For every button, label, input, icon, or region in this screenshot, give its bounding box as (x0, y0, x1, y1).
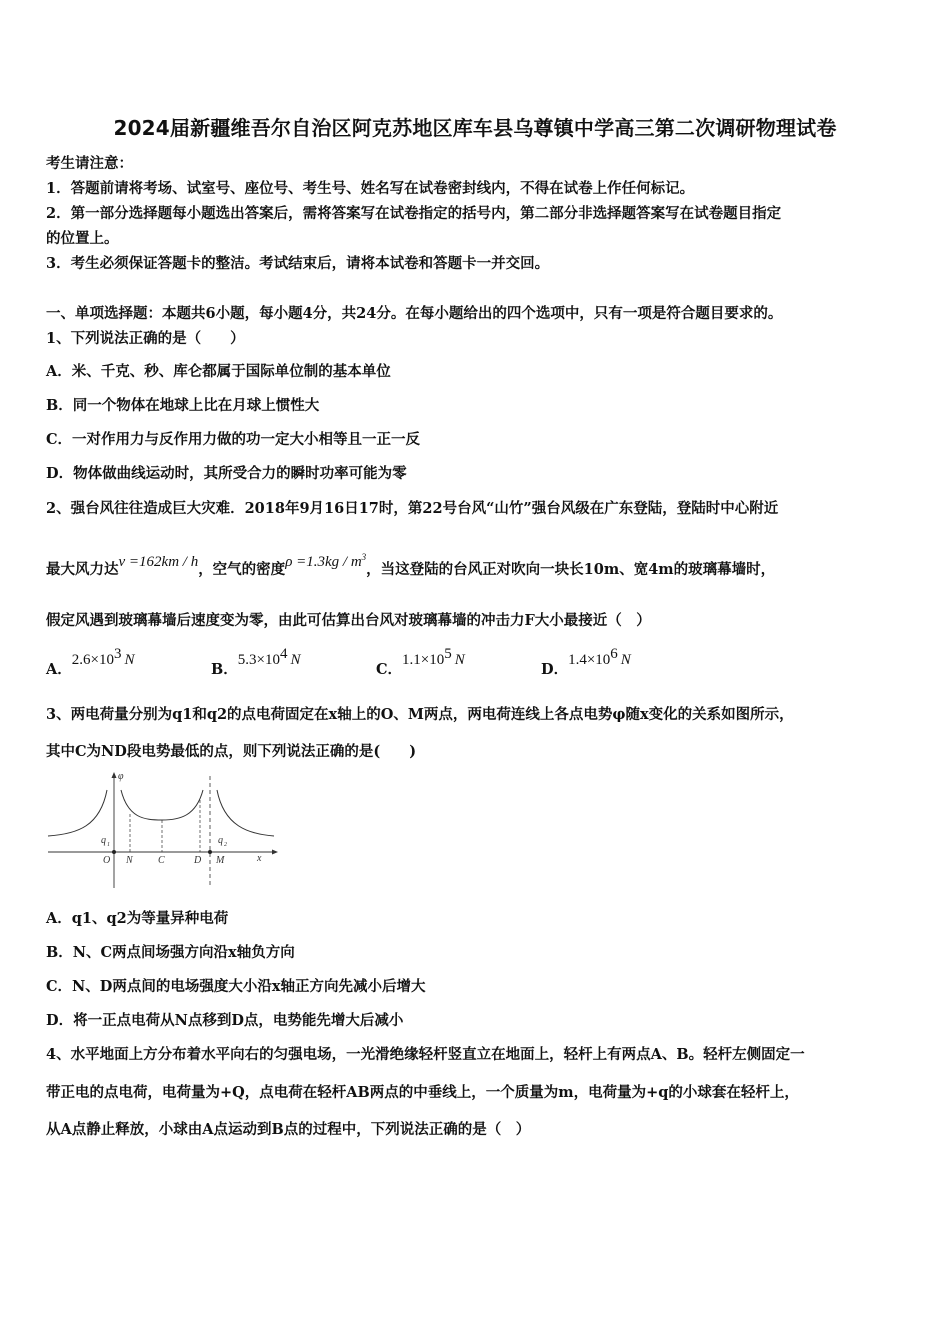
q2-option-c-unit: N (454, 652, 465, 668)
q2-option-a-exp: 3 (113, 646, 122, 663)
q2-option-b (211, 646, 301, 678)
q1-option-a: A．米、千克、秒、库仑都属于国际单位制的基本单位 (46, 363, 391, 380)
q2-option-b-unit: N (290, 652, 301, 668)
q2-option-a (46, 646, 135, 678)
q2-option-a-label: A． (46, 661, 72, 678)
q2-option-a-value: 2.6×10 (71, 652, 114, 668)
q1-option-c: C．一对作用力与反作用力做的功一定大小相等且一正一反 (46, 431, 421, 448)
q2-option-b-label: B． (211, 661, 238, 678)
section-heading: 一、单项选择题：本题共6小题，每小题4分，共24分。在每小题给出的四个选项中，只有一项是符合题目要求的。 (46, 305, 783, 322)
q2-option-d-label: D． (541, 661, 569, 678)
q3-option-d: D．将一正点电荷从N点移到D点，电势能先增大后减小 (46, 1012, 404, 1029)
point-m-label: M (216, 855, 225, 866)
q2-line1: 2、强台风往往造成巨大灾难．2018年9月16日17时，第22号台风“山竹”强台风级在广东登陆，登陆时中心附近 (46, 500, 779, 517)
potential-graph (44, 770, 280, 892)
q2-line2-a: 最大风力达 (46, 561, 119, 578)
q2-option-a-unit: N (124, 652, 135, 668)
q3-option-c: C．N、D两点间的电场强度大小沿x轴正方向先减小后增大 (46, 978, 426, 995)
curve-between-charges (121, 790, 203, 820)
point-c-label: C (158, 855, 165, 866)
q2-subscript: 2 (224, 842, 227, 848)
q2-line3: 假定风遇到玻璃幕墙后速度变为零，由此可估算出台风对玻璃幕墙的冲击力F大小最接近（ ） (46, 612, 651, 629)
q2-option-c-label: C． (376, 661, 403, 678)
q2-option-d (541, 646, 631, 678)
notice-item-2-cont: 的位置上。 (46, 230, 119, 247)
q1-stem: 1、下列说法正确的是（ ） (46, 330, 245, 347)
q3-line2: 其中C为ND段电势最低的点，则下列说法正确的是( ) (46, 743, 417, 760)
x-axis-label: x (257, 853, 262, 864)
density-formula (285, 554, 366, 570)
q2-line2-c: ，当这登陆的台风正对吹向一块长10m、宽4m的玻璃幕墙时， (366, 561, 776, 578)
velocity-formula: v =162km / h (118, 554, 199, 570)
x-axis-arrow (272, 850, 278, 855)
point-o-label: O (103, 855, 111, 866)
q2-option-c-exp: 5 (444, 646, 452, 663)
notice-item-3: 3．考生必须保证答题卡的整洁。考试结束后，请将本试卷和答题卡一并交回。 (46, 255, 550, 272)
q2-option-d-unit: N (620, 652, 631, 668)
q3-line1: 3、两电荷量分别为q1和q2的点电荷固定在x轴上的O、M两点，两电荷连线上各点电势φ随x变化的关系如图所示， (46, 706, 794, 723)
q3-option-a: A．q1、q2为等量异种电荷 (46, 910, 229, 927)
q4-line1: 4、水平地面上方分布着水平向右的匀强电场，一光滑绝缘轻杆竖直立在地面上，轻杆上有两点A、B。轻杆左侧固定一 (46, 1046, 805, 1063)
q2-charge-dot (208, 850, 212, 854)
notice-item-2: 2．第一部分选择题每小题选出答案后，需将答案写在试卷指定的括号内，第二部分非选择题答案写在试卷题目指定 (46, 205, 782, 222)
phi-axis-arrow (112, 772, 117, 778)
q2-line2 (46, 552, 776, 579)
q2-option-d-exp: 6 (610, 646, 618, 663)
density-formula-exp: 3 (361, 552, 367, 562)
q2-line2-b: ，空气的密度 (198, 561, 286, 578)
curve-left-of-o (48, 790, 107, 836)
q1-label: q (101, 835, 106, 846)
point-d-label: D (194, 855, 202, 866)
q3-option-b: B．N、C两点间场强方向沿x轴负方向 (46, 944, 295, 961)
page-title: 2024届新疆维吾尔自治区阿克苏地区库车县乌尊镇中学高三第二次调研物理试卷 (113, 116, 837, 140)
phi-axis-label: φ (118, 771, 124, 782)
q2-option-c-value: 1.1×10 (402, 652, 445, 668)
q1-option-b: B．同一个物体在地球上比在月球上惯性大 (46, 397, 320, 414)
density-formula-base: ρ =1.3kg / m (285, 554, 362, 570)
q4-line3: 从A点静止释放，小球由A点运动到B点的过程中，下列说法正确的是（ ） (46, 1121, 531, 1138)
q1-subscript: 1 (107, 842, 110, 848)
notice-item-1: 1．答题前请将考场、试室号、座位号、考生号、姓名写在试卷密封线内，不得在试卷上作任何标记。 (46, 180, 695, 197)
notice-heading: 考生请注意： (46, 155, 133, 172)
q4-line2: 带正电的点电荷，电荷量为+Q，点电荷在轻杆AB两点的中垂线上，一个质量为m，电荷量为+q的小球套在轻杆上， (46, 1084, 799, 1101)
q2-option-b-exp: 4 (279, 646, 288, 663)
point-n-label: N (126, 855, 133, 866)
q2-option-c (376, 646, 465, 678)
q2-label: q (218, 835, 223, 846)
q2-option-d-value: 1.4×10 (568, 652, 611, 668)
q1-charge-dot (112, 850, 116, 854)
q2-option-b-value: 5.3×10 (237, 652, 280, 668)
curve-right-of-m (217, 790, 274, 836)
q1-option-d: D．物体做曲线运动时，其所受合力的瞬时功率可能为零 (46, 465, 407, 482)
